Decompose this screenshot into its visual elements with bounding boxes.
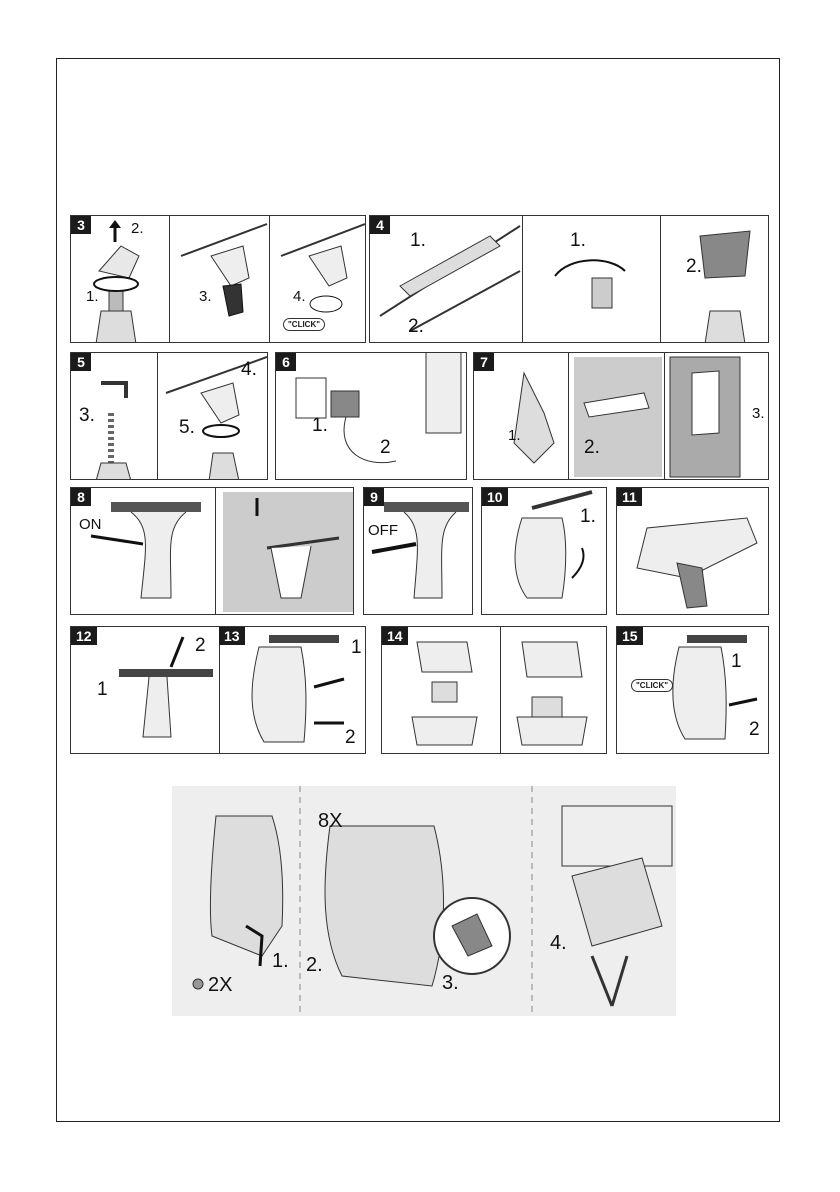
step-3-label-4: 4. <box>293 288 306 305</box>
step-11-number: 11 <box>617 488 642 506</box>
step-8-panel <box>70 487 354 615</box>
step-7-label-2: 2. <box>584 437 600 458</box>
charger-illustration <box>276 353 467 480</box>
step-12-panel <box>70 626 366 754</box>
step-4-panel <box>369 215 769 343</box>
step-15-label-2: 2 <box>749 719 760 740</box>
step-9-number: 9 <box>364 488 384 506</box>
step-12-label-1: 1 <box>97 679 108 700</box>
disposal-label-step-4: 4. <box>550 932 567 954</box>
step-14-number: 14 <box>382 627 408 645</box>
step-7-panel <box>473 352 769 480</box>
step-3-number: 3 <box>71 216 91 234</box>
step-8-number: 8 <box>71 488 91 506</box>
step-4-label-1: 1. <box>410 230 426 251</box>
step-13-number: 13 <box>219 627 245 645</box>
step-13-label-2: 2 <box>345 727 356 748</box>
step-6-panel <box>275 352 467 480</box>
step-5-label-4: 4. <box>241 359 257 380</box>
disposal-label-2x: 2X <box>208 974 233 996</box>
step-4-label-1b: 1. <box>570 230 586 251</box>
step-6-number: 6 <box>276 353 296 371</box>
faucet-refill-illustration <box>71 353 268 480</box>
step-13-label-1: 1 <box>351 637 362 658</box>
tank-parts-illustration <box>382 627 607 754</box>
step-4-number: 4 <box>370 216 390 234</box>
battery-removal-illustration <box>172 786 676 1016</box>
step-14-panel <box>381 626 607 754</box>
open-tank-illustration <box>219 627 366 754</box>
step-12-number: 12 <box>71 627 97 645</box>
step-9-label-off: OFF <box>368 522 398 539</box>
step-6-label-2: 2 <box>380 437 391 458</box>
step-10-label-1: 1. <box>580 506 596 527</box>
step-3-panel <box>70 215 366 343</box>
step-15-label-1: 1 <box>731 651 742 672</box>
spray-window-illustration <box>474 353 769 480</box>
step-8-label-on: ON <box>79 516 102 533</box>
step-15-number: 15 <box>617 627 643 645</box>
power-on-illustration <box>71 488 354 615</box>
step-7-label-3: 3. <box>752 405 765 422</box>
disposal-label-step-2: 2. <box>306 954 323 976</box>
step-5-label-5: 5. <box>179 417 195 438</box>
step-6-label-1: 1. <box>312 415 328 436</box>
disposal-label-step-3: 3. <box>442 972 459 994</box>
step-7-number: 7 <box>474 353 494 371</box>
step-9-panel <box>363 487 473 615</box>
step-3-label-3: 3. <box>199 288 212 305</box>
disposal-label-8x: 8X <box>318 810 343 832</box>
step-5-panel <box>70 352 268 480</box>
click-burst: "CLICK" <box>283 318 325 331</box>
step-5-label-3: 3. <box>79 405 95 426</box>
step-7-label-1: 1. <box>508 427 521 444</box>
step-11-panel <box>616 487 769 615</box>
wipe-cloth-illustration <box>617 488 769 615</box>
step-3-label-1: 1. <box>86 288 99 305</box>
step-4-label-2b: 2. <box>686 256 702 277</box>
step-3-label-2: 2. <box>131 220 144 237</box>
step-5-number: 5 <box>71 353 91 371</box>
click-burst: "CLICK" <box>631 679 673 692</box>
disposal-label-step-1: 1. <box>272 950 289 972</box>
step-10-panel <box>481 487 607 615</box>
step-15-panel <box>616 626 769 754</box>
power-off-illustration <box>364 488 473 615</box>
step-12-label-2: 2 <box>195 635 206 656</box>
step-10-number: 10 <box>482 488 508 506</box>
step-4-label-2: 2. <box>408 316 424 337</box>
battery-removal-drawing <box>172 786 676 1016</box>
